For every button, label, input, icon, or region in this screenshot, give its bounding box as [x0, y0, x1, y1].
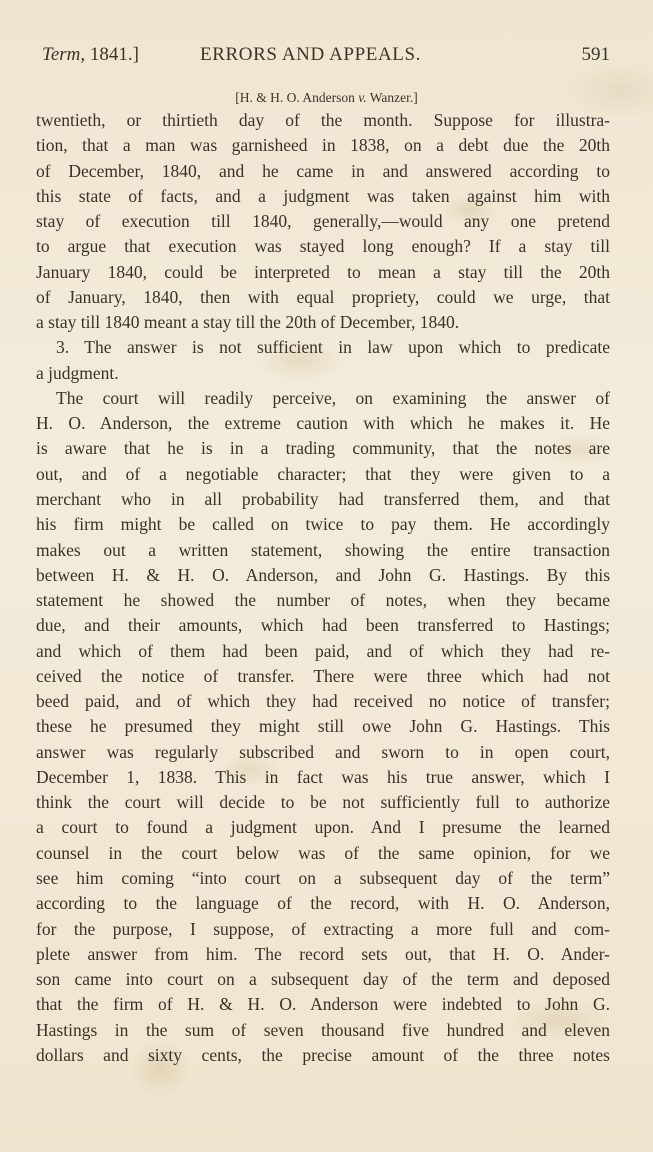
- text-line: December 1, 1838. This in fact was his true answer, which I: [36, 766, 610, 787]
- caption-versus: v.: [358, 90, 367, 105]
- text-line: 3. The answer is not sufficient in law upon which to predicate: [56, 337, 610, 358]
- page-title: ERRORS AND APPEALS.: [200, 44, 421, 65]
- text-line: a court to found a judgment upon. And I presume the learned: [36, 817, 610, 838]
- text-line: ceived the notice of transfer. There were three which had not: [36, 665, 610, 686]
- text-line: makes out a written statement, showing the entire transaction: [36, 539, 610, 560]
- text-line: according to the language of the record, with H. O. Anderson,: [36, 893, 610, 914]
- caption-parties: [H. & H. O. Anderson: [235, 90, 355, 105]
- text-line: twentieth, or thirtieth day of the month. Suppose for illustra-: [36, 110, 610, 130]
- text-line: statement he showed the number of notes, when they became: [36, 590, 610, 611]
- body-text: [36, 108, 610, 1068]
- term-year: 1841.]: [89, 44, 139, 65]
- text-line: merchant who in all probability had transferred them, and that: [36, 488, 610, 509]
- text-line: The court will readily perceive, on examining the answer of: [56, 387, 610, 408]
- text-line: beed paid, and of which they had received no notice of transfer;: [36, 691, 610, 712]
- text-line: H. O. Anderson, the extreme caution with which he makes it. He: [36, 413, 610, 434]
- text-line: answer was regularly subscribed and sworn to in open court,: [36, 741, 610, 762]
- text-line: a judgment.: [36, 362, 119, 383]
- running-header: [36, 44, 610, 70]
- text-line: to argue that execution was stayed long enough? If a stay till: [36, 236, 610, 257]
- text-line: is aware that he is in a trading community, that the notes are: [36, 438, 610, 459]
- caption-respondent: Wanzer.]: [369, 90, 418, 105]
- text-line: a stay till 1840 meant a stay till the 20th of December, 1840.: [36, 312, 460, 333]
- text-line: see him coming “into court on a subsequent day of the term”: [36, 867, 610, 888]
- text-line: counsel in the court below was of the same opinion, for we: [36, 842, 610, 863]
- text-line: due, and their amounts, which had been transferred to Hastings;: [36, 615, 610, 636]
- text-line: out, and of a negotiable character; that they were given to a: [36, 463, 610, 484]
- text-line: stay of execution till 1840, generally,—would any one pretend: [36, 211, 610, 232]
- text-line: between H. & H. O. Anderson, and John G. Hastings. By this: [36, 564, 610, 585]
- text-line: January 1840, could be interpreted to mean a stay till the 20th: [36, 261, 610, 282]
- text-line: of January, 1840, then with equal propriety, could we urge, that: [36, 286, 610, 307]
- text-line: this state of facts, and a judgment was taken against him with: [36, 185, 610, 206]
- term-word: Term,: [42, 44, 86, 65]
- page-number: 591: [581, 44, 610, 65]
- text-line: Hastings in the sum of seven thousand five hundred and eleven: [36, 1019, 610, 1040]
- text-line: dollars and sixty cents, the precise amount of the three notes: [36, 1044, 610, 1065]
- text-line: tion, that a man was garnisheed in 1838, on a debt due the 20th: [36, 135, 610, 156]
- text-line: that the firm of H. & H. O. Anderson were indebted to John G.: [36, 994, 610, 1015]
- text-line: his firm might be called on twice to pay them. He accordingly: [36, 514, 610, 535]
- case-caption: [0, 90, 653, 106]
- text-line: and which of them had been paid, and of which they had re-: [36, 640, 610, 661]
- term-label: [42, 44, 139, 66]
- text-line: think the court will decide to be not sufficiently full to authorize: [36, 792, 610, 813]
- text-line: for the purpose, I suppose, of extracting a more full and com-: [36, 918, 610, 939]
- text-line: plete answer from him. The record sets out, that H. O. Ander-: [36, 943, 610, 964]
- text-line: son came into court on a subsequent day of the term and deposed: [36, 969, 610, 990]
- text-line: these he presumed they might still owe John G. Hastings. This: [36, 716, 610, 737]
- text-line: of December, 1840, and he came in and answered according to: [36, 160, 610, 181]
